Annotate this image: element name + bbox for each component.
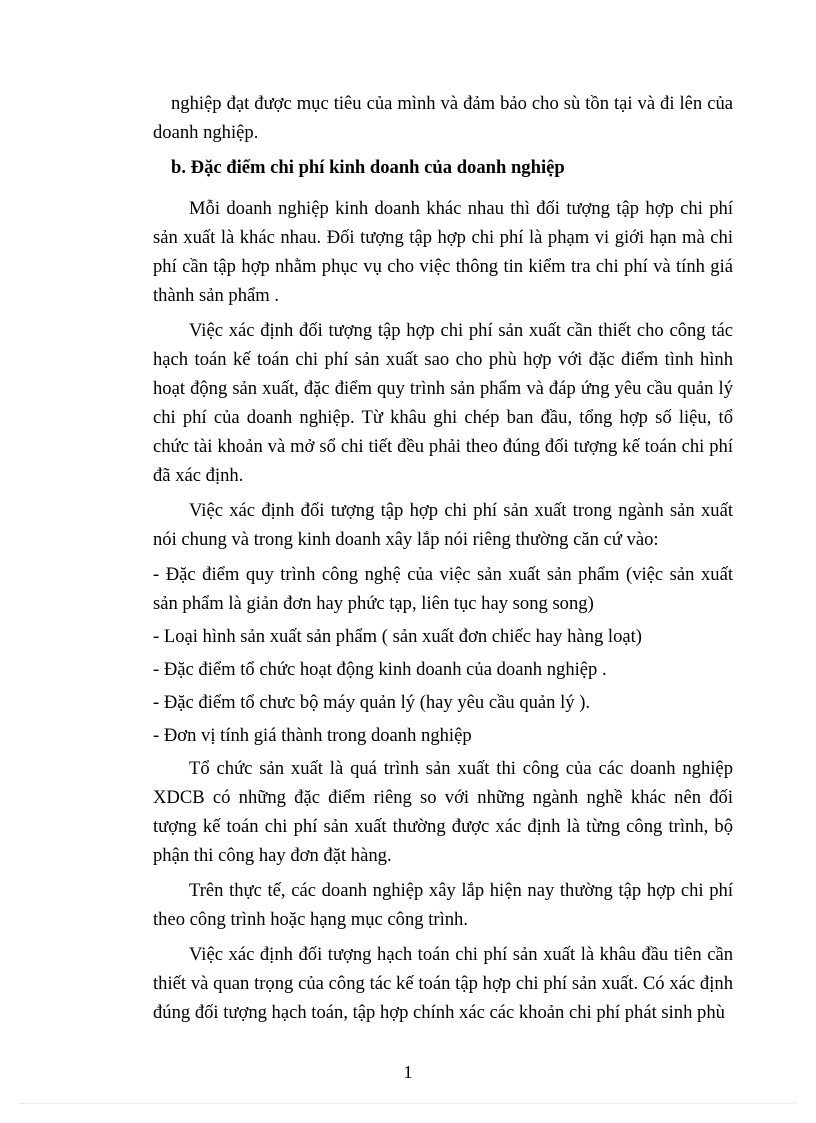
- paragraph: Trên thực tế, các doanh nghiệp xây lắp hiện nay thường tập hợp chi phí theo công trình hoặc hạng mục công trình.: [153, 880, 733, 930]
- paragraph: Việc xác định đối tượng tập hợp chi phí sản xuất trong ngành sản xuất nói chung và trong kinh doanh xây lắp nói riêng thường căn cứ vào:: [153, 500, 733, 550]
- paragraph: Việc xác định đối tượng hạch toán chi phí sản xuất là khâu đầu tiên cần thiết và quan trọng của công tác kế toán tập hợp chi phí sản xuất. Có xác định đúng đối tượng hạch toán, tập hợp chính xác các khoản chi phí phát sinh phù: [153, 944, 733, 1023]
- paragraph: Việc xác định đối tượng tập hợp chi phí sản xuất cần thiết cho công tác hạch toán kế toán chi phí sản xuất sao cho phù hợp với đặc điểm tình hình hoạt động sản xuất, đặc điểm quy trình sản phẩm và đáp ứng yêu cầu quản lý chi phí của doanh nghiệp. Từ khâu ghi chép ban đầu, tổng hợp số liệu, tổ chức tài khoản và mở sổ chi tiết đều phải theo đúng đối tượng kế toán chi phí đã xác định.: [153, 320, 733, 486]
- paragraph-continuation: nghiệp đạt được mục tiêu của mình và đảm bảo cho sù tồn tại và đi lên của doanh nghiệp.: [153, 93, 733, 143]
- document-body: [153, 89, 733, 1033]
- bullet-item: - Đặc điểm tổ chức hoạt động kinh doanh của doanh nghiệp .: [153, 659, 607, 680]
- bullet-item: - Đặc điểm quy trình công nghệ của việc sản xuất sản phẩm (việc sản xuất sản phẩm là giản đơn hay phức tạp, liên tục hay song song): [153, 564, 733, 614]
- bottom-divider: [20, 1103, 796, 1104]
- paragraph: Tổ chức sản xuất là quá trình sản xuất thi công của các doanh nghiệp XDCB có những đặc điểm riêng so với những ngành nghề khác nên đối tượng kế toán chi phí sản xuất thường được xác định là từng công trình, bộ phận thi công hay đơn đặt hàng.: [153, 758, 733, 866]
- page-number: 1: [403, 1062, 413, 1082]
- section-heading: b. Đặc điểm chi phí kinh doanh của doanh nghiệp: [171, 157, 565, 178]
- paragraph: Mỗi doanh nghiệp kinh doanh khác nhau thì đối tượng tập hợp chi phí sản xuất là khác nhau. Đối tượng tập hợp chi phí là phạm vi giới hạn mà chi phí cần tập hợp nhằm phục vụ cho việc thông tin kiểm tra chi phí và tính giá thành sản phẩm .: [153, 198, 733, 306]
- bullet-item: - Đơn vị tính giá thành trong doanh nghiệp: [153, 725, 472, 746]
- bullet-item: - Loại hình sản xuất sản phẩm ( sản xuất đơn chiếc hay hàng loạt): [153, 626, 642, 647]
- bullet-item: - Đặc điểm tổ chưc bộ máy quản lý (hay yêu cầu quản lý ).: [153, 692, 591, 713]
